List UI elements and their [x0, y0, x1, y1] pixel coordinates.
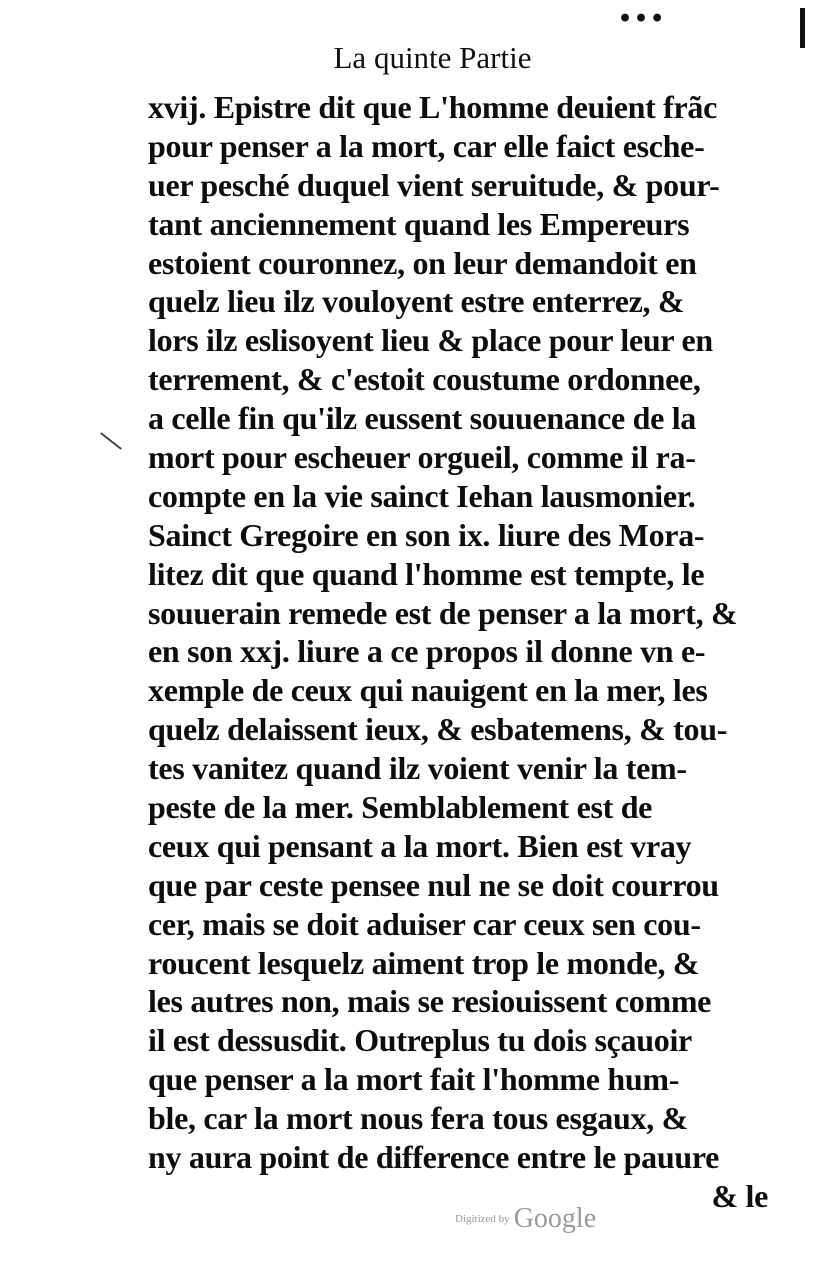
running-head: La quinte Partie	[333, 40, 532, 75]
text-line: tant anciennement quand les Empereurs	[148, 205, 690, 242]
text-line: cer, mais se doit aduiser car ceux sen cou-	[148, 905, 701, 942]
text-line: compte en la vie sainct Iehan lausmonier.	[148, 477, 696, 514]
text-line: a celle fin qu'ilz eussent souuenance de la	[148, 400, 697, 437]
text-line: terrement, & c'estoit coustume ordonnee,	[148, 361, 701, 398]
body-text	[148, 88, 808, 1216]
text-line: uer pesché duquel vient seruitude, & pour-	[148, 166, 720, 203]
corner-mark: •••	[618, 6, 667, 32]
text-line: tes vanitez quand ilz voient venir la tem-	[148, 750, 687, 787]
text-line: quelz lieu ilz vouloyent estre enterrez, &	[148, 283, 685, 320]
digitized-watermark	[455, 1203, 596, 1235]
text-line: quelz delaissent ieux, & esbatemens, & tou-	[148, 711, 728, 748]
text-line: peste de la mer. Semblablement est de	[148, 789, 653, 826]
text-line: que penser a la mort fait l'homme hum-	[148, 1061, 680, 1098]
text-line: ny aura point de difference entre le pauure	[148, 1139, 720, 1176]
text-line: les autres non, mais se resiouissent comme	[148, 983, 712, 1020]
text-line: roucent lesquelz aiment trop le monde, &	[148, 944, 700, 981]
catchword: & le	[711, 1177, 768, 1214]
text-line: litez dit que quand l'homme est tempte, le	[148, 555, 705, 592]
text-line: mort pour escheuer orgueil, comme il ra-	[148, 439, 696, 476]
text-line: Sainct Gregoire en son ix. liure des Mora-	[148, 516, 705, 553]
text-line: que par ceste pensee nul ne se doit courrou	[148, 866, 719, 903]
text-line: ceux qui pensant a la mort. Bien est vray	[148, 827, 692, 864]
stray-ink-mark	[100, 432, 122, 450]
google-logo: Google	[513, 1203, 597, 1234]
text-line: xemple de ceux qui nauigent en la mer, les	[148, 672, 708, 709]
text-line: souuerain remede est de penser a la mort, &	[148, 594, 738, 631]
text-line: pour penser a la mort, car elle faict esche-	[148, 127, 705, 164]
text-line: lors ilz eslisoyent lieu & place pour leur en	[148, 322, 713, 359]
watermark-prefix: Digitized by	[455, 1213, 510, 1225]
text-line: xvij. Epistre dit que L'homme deuient frãc	[148, 89, 718, 125]
text-line: ble, car la mort nous fera tous esgaux, &	[148, 1100, 688, 1137]
text-line: estoient couronnez, on leur demandoit en	[148, 244, 697, 281]
text-line: il est dessusdit. Outreplus tu dois sçauoir	[148, 1022, 692, 1059]
text-line: en son xxj. liure a ce propos il donne vn e-	[148, 633, 706, 670]
